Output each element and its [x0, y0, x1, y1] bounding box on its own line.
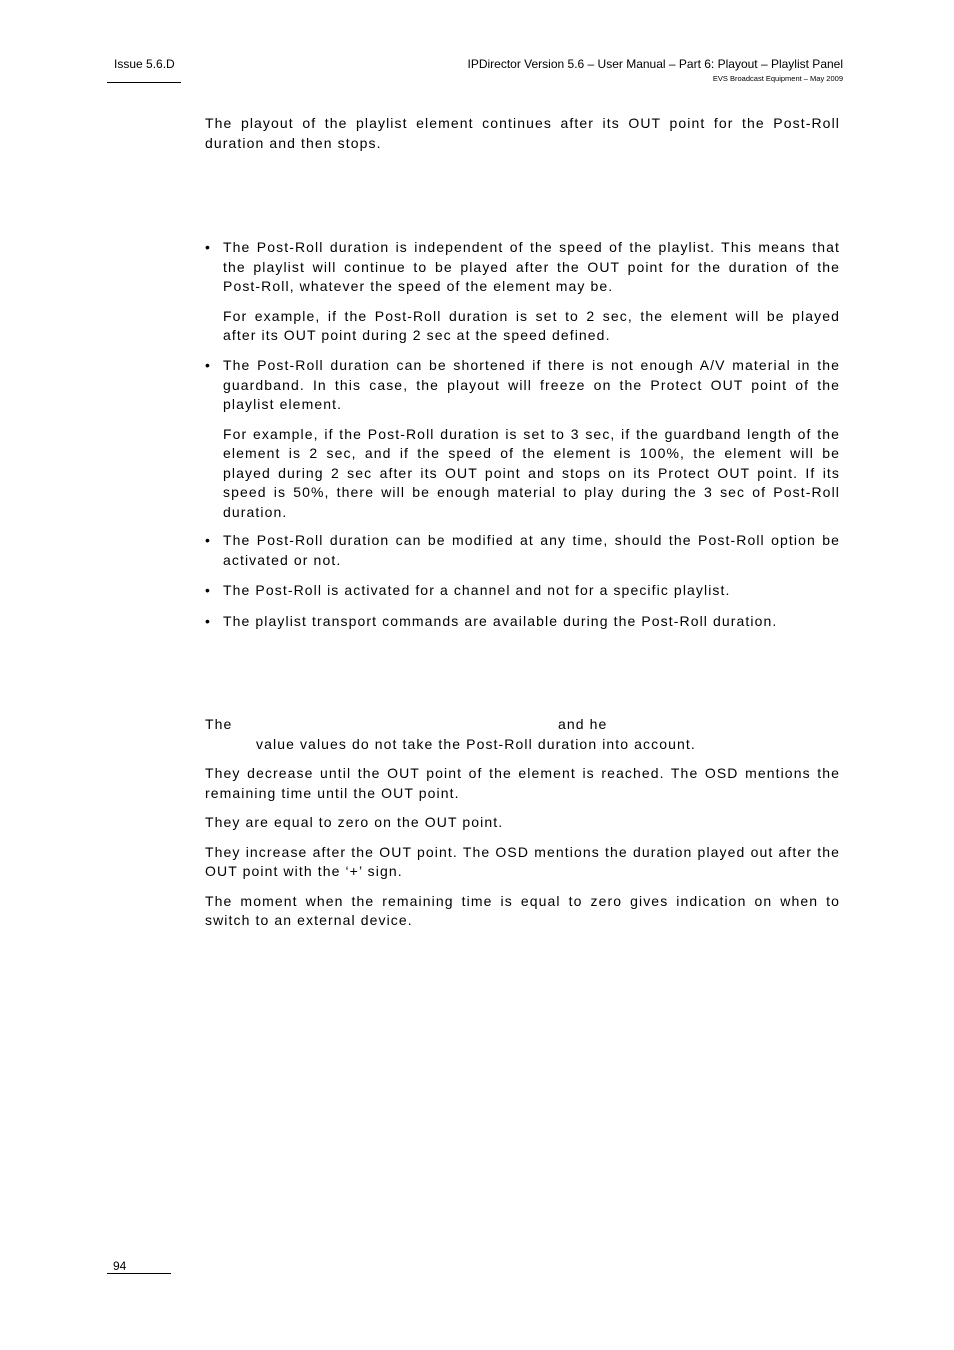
- header-divider-left: [107, 82, 181, 83]
- intro-paragraph: [205, 114, 840, 153]
- section-paragraph-4: The moment when the remaining time is equal to zero gives indication on when to switch to an external device.: [205, 892, 840, 928]
- section-paragraph-2: They are equal to zero on the OUT point.: [205, 814, 504, 830]
- bullet-text: The Post-Roll duration is independent of the speed of the playlist. This means that the playlist will continue to be played after the OUT point for the duration of the Post-Roll, whatever the speed of the element may be.: [223, 239, 840, 294]
- bullet-icon: •: [205, 357, 212, 373]
- document-subtitle: EVS Broadcast Equipment – May 2009: [712, 74, 843, 83]
- bullet-text: The Post-Roll duration can be shortened if there is not enough A/V material in the guardband. In this case, the playout will freeze on the Protect OUT point of the playlist element.: [223, 357, 840, 412]
- bullet-icon: •: [205, 532, 212, 548]
- bullet-item-4: [205, 581, 840, 601]
- intro-text: The playout of the playlist element continues after its OUT point for the Post-Roll duration and then stops.: [205, 115, 840, 151]
- bullet-text: The playlist transport commands are available during the Post-Roll duration.: [223, 613, 778, 629]
- remaining-time-section: [205, 715, 840, 931]
- section-line-mid: and he: [558, 716, 608, 732]
- page-number: 94: [113, 1259, 127, 1273]
- section-line-2: value values do not take the Post-Roll duration into account.: [256, 735, 696, 752]
- bullet-item-2: [205, 356, 840, 522]
- bullet-text: The Post-Roll is activated for a channel and not for a specific playlist.: [223, 582, 731, 598]
- section-paragraph-1: They decrease until the OUT point of the element is reached. The OSD mentions the remaining time until the OUT point.: [205, 765, 840, 801]
- bullet-icon: •: [205, 613, 212, 629]
- bullet-icon: •: [205, 239, 212, 255]
- document-title: IPDirector Version 5.6 – User Manual – Part 6: Playout – Playlist Panel: [467, 57, 843, 71]
- issue-label: Issue 5.6.D: [114, 57, 175, 71]
- bullet-text: The Post-Roll duration can be modified at any time, should the Post-Roll option be activated or not.: [223, 532, 840, 568]
- bullet-example: For example, if the Post-Roll duration is set to 3 sec, if the guardband length of the element is 2 sec, and if the speed of the element is 100%, the element will be played during 2 sec after its OUT point and stops on its Protect OUT point. If its speed is 50%, there will be enough material to play during the 3 sec of Post-Roll duration.: [223, 425, 840, 520]
- section-paragraph-3: They increase after the OUT point. The OSD mentions the duration played out after the OUT point with the ‘+’ sign.: [205, 843, 840, 879]
- document-header: [467, 57, 843, 83]
- bullet-item-1: [205, 238, 840, 346]
- bullet-item-3: [205, 531, 840, 570]
- bullet-item-5: [205, 612, 840, 632]
- footer-divider: [107, 1273, 171, 1274]
- bullet-icon: •: [205, 582, 212, 598]
- bullet-example: For example, if the Post-Roll duration is set to 2 sec, the element will be played after its OUT point during 2 sec at the speed defined.: [223, 307, 840, 343]
- section-line-start: The: [205, 716, 233, 732]
